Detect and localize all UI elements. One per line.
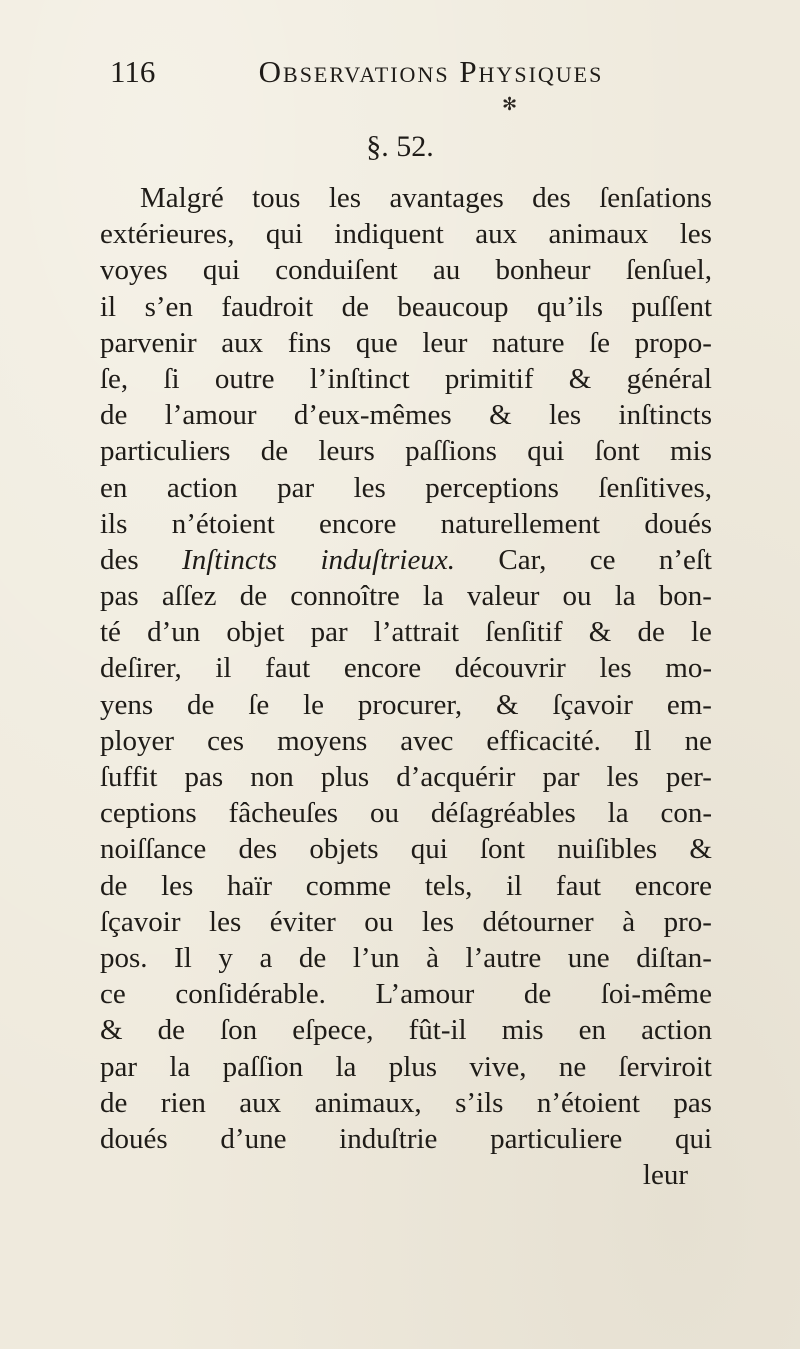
word: la xyxy=(422,580,444,613)
word: deſirer, xyxy=(100,652,182,685)
word: la xyxy=(614,580,636,613)
word: doués xyxy=(100,1122,168,1155)
word: nuiſibles xyxy=(557,833,658,866)
word: Il xyxy=(174,941,192,974)
word: de xyxy=(239,580,268,613)
word: en xyxy=(578,1014,607,1047)
word: mis xyxy=(501,1014,544,1047)
word: de xyxy=(637,616,665,649)
word: fins xyxy=(287,326,332,359)
word: & xyxy=(489,399,512,432)
word: plus xyxy=(320,761,370,793)
word: éviter xyxy=(269,905,336,938)
word: ſenſations xyxy=(599,182,712,214)
word: ſon xyxy=(220,1014,258,1047)
word: faudroit xyxy=(221,290,314,323)
word: aux xyxy=(221,326,264,359)
text-line xyxy=(100,614,712,650)
running-head xyxy=(110,54,690,90)
word: ne xyxy=(684,724,712,757)
word: action xyxy=(166,471,238,504)
word: Car, xyxy=(498,543,547,576)
text-line xyxy=(100,904,712,940)
word: n’eſt xyxy=(658,543,712,576)
word: parvenir xyxy=(100,326,197,359)
word: une xyxy=(567,941,610,974)
word: par xyxy=(542,761,580,793)
word: qui xyxy=(527,435,565,468)
text-line xyxy=(100,1012,712,1048)
word: em- xyxy=(666,688,712,721)
word: extérieures, xyxy=(100,218,235,251)
word: con- xyxy=(660,797,712,830)
word: moyens xyxy=(277,724,368,757)
word: la xyxy=(169,1050,191,1083)
word: ou xyxy=(369,797,399,830)
text-line xyxy=(100,289,712,325)
word: les xyxy=(161,869,194,902)
word: des xyxy=(238,833,278,866)
word: & xyxy=(100,1014,123,1047)
word: les xyxy=(606,761,639,793)
word: rien xyxy=(160,1086,206,1119)
word: yens xyxy=(100,688,154,721)
word: s’en xyxy=(144,290,193,323)
word: n’étoient xyxy=(536,1086,640,1119)
word: ſenſitives, xyxy=(598,471,712,504)
word: de xyxy=(341,290,369,323)
word: d’acquérir xyxy=(396,761,516,793)
word: de xyxy=(100,1086,128,1119)
word: per- xyxy=(665,761,712,793)
word: & xyxy=(568,362,592,395)
word: conduiſent xyxy=(275,254,398,287)
word: non xyxy=(250,761,294,793)
word: animaux xyxy=(548,218,649,251)
text-line xyxy=(100,795,712,831)
word: général xyxy=(626,362,712,395)
running-title: Observations Physiques xyxy=(258,54,604,89)
word: comme xyxy=(305,869,392,902)
text-line xyxy=(100,325,712,361)
word: les xyxy=(679,218,712,251)
word: ſenſitif xyxy=(485,616,563,649)
word: pos. xyxy=(100,941,148,974)
word: pro- xyxy=(663,905,712,938)
word: pas xyxy=(673,1086,712,1119)
word: objets xyxy=(309,833,379,866)
text-line xyxy=(100,976,712,1012)
word: bon- xyxy=(658,580,712,613)
word: l’autre xyxy=(465,941,542,974)
word: ſe xyxy=(589,326,611,359)
word: paſſion xyxy=(222,1050,304,1083)
word: primitif xyxy=(444,362,534,395)
word: valeur xyxy=(466,580,540,613)
word: leur xyxy=(422,326,468,359)
word: de xyxy=(523,978,552,1011)
word: de xyxy=(100,399,128,432)
word: Inſtincts xyxy=(182,543,278,576)
word: ſoi-même xyxy=(600,978,712,1011)
word: faut xyxy=(555,869,602,902)
word: ſont xyxy=(594,435,640,468)
word: découvrir xyxy=(454,652,566,685)
word: l’inſtinct xyxy=(309,362,410,395)
word: ou xyxy=(562,580,592,613)
word: Il xyxy=(633,724,652,757)
word: la xyxy=(607,797,629,830)
word: diſtan- xyxy=(636,941,712,974)
word: fâcheuſes xyxy=(228,797,339,830)
word: faut xyxy=(265,652,311,685)
word: objet xyxy=(226,616,285,649)
text-line xyxy=(100,1085,712,1121)
word: qui xyxy=(410,833,448,866)
word: ſenſuel, xyxy=(625,254,712,287)
word: que xyxy=(355,326,398,359)
word: mis xyxy=(670,435,712,468)
text-line xyxy=(100,433,712,469)
word: & xyxy=(689,833,712,866)
word: la xyxy=(335,1050,357,1083)
word: aux xyxy=(475,218,518,251)
word: d’eux-mêmes xyxy=(293,399,452,432)
word: doués xyxy=(644,507,712,540)
word: mo- xyxy=(665,652,712,685)
word: des xyxy=(100,543,139,576)
word: ces xyxy=(207,724,245,757)
catchword: leur xyxy=(642,1159,688,1192)
word: animaux, xyxy=(314,1086,422,1119)
word: de xyxy=(298,941,327,974)
word: il xyxy=(506,869,523,902)
word: en xyxy=(100,471,128,504)
word: qui xyxy=(674,1122,712,1155)
word: à xyxy=(622,905,636,938)
word: Malgré xyxy=(140,182,224,214)
word: puſſent xyxy=(631,290,712,323)
word: par xyxy=(310,616,348,649)
word: encore xyxy=(343,652,422,685)
word: des xyxy=(532,182,571,214)
word: paſſions xyxy=(405,435,497,468)
body-text xyxy=(100,180,712,1193)
text-line xyxy=(100,180,712,216)
word: de xyxy=(260,435,289,468)
word: L’amour xyxy=(375,978,475,1011)
word: avec xyxy=(400,724,454,757)
word: n’étoient xyxy=(171,507,275,540)
word: par xyxy=(100,1050,138,1083)
word: propo- xyxy=(634,326,712,359)
word: outre xyxy=(214,362,275,395)
word: aſſez xyxy=(161,580,217,613)
word: d’une xyxy=(220,1122,287,1155)
word: inſtincts xyxy=(618,399,712,432)
word: ſerviroit xyxy=(618,1050,712,1083)
word: perceptions xyxy=(425,471,559,504)
word: de xyxy=(157,1014,186,1047)
text-line xyxy=(100,759,712,795)
word: efficacité. xyxy=(486,724,601,757)
word: les xyxy=(209,905,242,938)
word: ſe, xyxy=(100,362,129,395)
text-line xyxy=(100,397,712,433)
word: le xyxy=(303,688,324,721)
word: il xyxy=(215,652,232,685)
word: induſtrieux. xyxy=(320,543,455,576)
word: particuliers xyxy=(100,435,231,468)
word: induſtrie xyxy=(339,1122,438,1155)
word: s’ils xyxy=(455,1086,504,1119)
word: vive, xyxy=(469,1050,527,1083)
word: de xyxy=(100,869,128,902)
word: ou xyxy=(364,905,394,938)
ornament-icon: ✻ xyxy=(502,94,518,114)
text-line xyxy=(100,940,712,976)
word: l’attrait xyxy=(373,616,460,649)
word: indiquent xyxy=(334,218,444,251)
text-line xyxy=(100,831,712,867)
word: procurer, xyxy=(357,688,463,721)
word: tous xyxy=(252,182,301,214)
word: détourner xyxy=(482,905,594,938)
word: avantages xyxy=(389,182,504,214)
word: conſidérable. xyxy=(175,978,326,1011)
text-line xyxy=(100,723,712,759)
word: ſont xyxy=(480,833,526,866)
text-line xyxy=(100,687,712,723)
word: action xyxy=(641,1014,712,1047)
word: les xyxy=(599,652,632,685)
word: bonheur xyxy=(495,254,591,287)
word: les xyxy=(328,182,362,214)
word: ployer xyxy=(100,724,175,757)
word: d’un xyxy=(147,616,201,649)
word: qui xyxy=(202,254,240,287)
text-line xyxy=(100,868,712,904)
text-line xyxy=(100,650,712,686)
word: l’un xyxy=(352,941,400,974)
word: à xyxy=(426,941,439,974)
word: il xyxy=(100,290,117,323)
word: ceptions xyxy=(100,797,197,830)
word: ils xyxy=(100,507,128,540)
word: ſi xyxy=(163,362,180,395)
word: voyes xyxy=(100,254,168,287)
word: y xyxy=(218,941,233,974)
word: beaucoup xyxy=(397,290,509,323)
word: & xyxy=(496,688,519,721)
text-line xyxy=(100,1049,712,1085)
word: eſpece, xyxy=(292,1014,374,1047)
word: les xyxy=(548,399,582,432)
text-line xyxy=(100,542,712,578)
word: ce xyxy=(100,978,126,1011)
word: nature xyxy=(492,326,565,359)
word: au xyxy=(432,254,461,287)
text-line xyxy=(100,470,712,506)
word: ſçavoir xyxy=(552,688,633,721)
word: plus xyxy=(388,1050,438,1083)
word: l’amour xyxy=(164,399,257,432)
word: le xyxy=(691,616,712,649)
word: les xyxy=(421,905,455,938)
section-number: §. 52. xyxy=(366,130,434,163)
word: ſuffit xyxy=(100,761,158,793)
word: ne xyxy=(558,1050,587,1083)
text-line xyxy=(100,506,712,542)
word: connoître xyxy=(290,580,400,613)
word: les xyxy=(353,471,386,504)
word: noiſſance xyxy=(100,833,207,866)
word: leurs xyxy=(318,435,375,468)
text-line xyxy=(100,1121,712,1157)
word: par xyxy=(277,471,315,504)
word: encore xyxy=(319,507,397,540)
word: tels, xyxy=(424,869,473,902)
text-line xyxy=(100,361,712,397)
word: a xyxy=(259,941,273,974)
word: ſe xyxy=(248,688,270,721)
word: qui xyxy=(265,218,303,251)
word: ſçavoir xyxy=(100,905,181,938)
word: pas xyxy=(184,761,224,793)
word: té xyxy=(100,616,121,649)
word: naturellement xyxy=(440,507,601,540)
text-line xyxy=(100,578,712,614)
word: ce xyxy=(589,543,616,576)
word: aux xyxy=(239,1086,282,1119)
word: encore xyxy=(634,869,712,902)
text-line xyxy=(100,216,712,252)
word: de xyxy=(187,688,215,721)
word: fût-il xyxy=(408,1014,467,1047)
word: particuliere xyxy=(490,1122,623,1155)
word: déſagréables xyxy=(430,797,576,830)
page-number: 116 xyxy=(110,54,156,89)
word: qu’ils xyxy=(536,290,604,323)
word: & xyxy=(588,616,612,649)
text-line xyxy=(100,252,712,288)
word: haïr xyxy=(227,869,273,902)
word: pas xyxy=(100,580,139,613)
